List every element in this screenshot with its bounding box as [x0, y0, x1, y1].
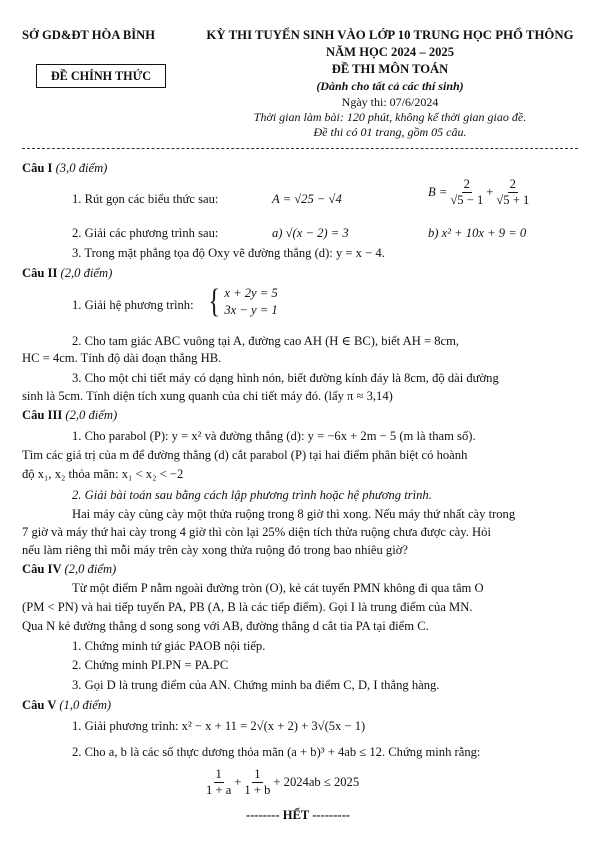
q3-item2-title: 2. Giải bài toán sau bằng cách lập phương trình hoặc hệ phương trình.: [72, 488, 432, 502]
question-1-points: (3,0 điểm): [55, 161, 108, 175]
q1-b-frac2-num: 2: [509, 177, 516, 191]
brace-symbol: {: [208, 283, 220, 320]
q1-b-prefix: B =: [428, 184, 448, 199]
official-label-box: [36, 64, 166, 88]
question-2-heading: [22, 266, 112, 281]
q5-frac1-num: 1: [215, 767, 222, 781]
q3-item1-line3: độ x₁, x₂ thỏa mãn: x₁ < x₂ < −2: [22, 467, 184, 481]
q5-plus: +: [234, 774, 242, 789]
audience-note: (Dành cho tất cả các thí sinh): [316, 79, 464, 93]
q5-fraction-1: [206, 768, 231, 796]
q2-item1: 1. Giải hệ phương trình:: [72, 298, 194, 312]
q1-item3: 3. Trong mặt phẳng tọa độ Oxy vẽ đường thẳng (d): y = x − 4.: [72, 246, 385, 260]
q4-intro-line2: (PM < PN) và hai tiếp tuyến PA, PB (A, B là các tiếp điểm). Gọi I là trung điểm của MN.: [22, 600, 473, 614]
q3-item1-line1: 1. Cho parabol (P): y = x² và đường thẳng (d): y = −6x + 2m − 5 (m là tham số).: [72, 429, 476, 443]
question-5-points: (1,0 điểm): [59, 698, 112, 712]
q2-item2-line1: 2. Cho tam giác ABC vuông tại A, đường cao AH (H ∈ BC), biết AH = 8cm,: [72, 334, 460, 348]
q2-item3-line1: 3. Cho một chi tiết máy có dạng hình nón, biết đường kính đáy là 8cm, độ dài đường: [72, 371, 499, 385]
q5-frac1-den: 1 + a: [206, 782, 232, 797]
question-3-points: (2,0 điểm): [65, 408, 118, 422]
q3-item1-line2: Tìm các giá trị của m để đường thẳng (d) cắt parabol (P) tại hai điểm phân biệt có hoành: [22, 448, 468, 462]
official-label: ĐỀ CHÍNH THỨC: [50, 68, 152, 83]
school-year: NĂM HỌC 2024 – 2025: [325, 45, 455, 59]
q2-item3-line2: sinh là 5cm. Tính diện tích xung quanh của chi tiết máy đó. (lấy π ≈ 3,14): [22, 389, 393, 403]
q5-fraction-2: [244, 768, 270, 796]
exam-title: KỲ THI TUYỂN SINH VÀO LỚP 10 TRUNG HỌC PHỔ THÔNG: [206, 28, 574, 42]
q1-item1-expression-a: A = √25 − √4: [272, 192, 342, 206]
q3-item2-line2: 7 giờ và máy thứ hai cày trong 4 giờ thì còn lại 25% diện tích thửa ruộng chưa được cày. Hỏi: [22, 525, 491, 539]
q4-item2: 2. Chứng minh PI.PN = PA.PC: [72, 658, 229, 672]
q2-equation-system: [206, 285, 278, 319]
q3-item2-line3: nếu làm riêng thì mỗi máy trên cày xong thửa ruộng đó trong bao nhiêu giờ?: [22, 543, 408, 557]
q1-b-fraction-1: [450, 178, 483, 206]
q2-equation-2: 3x − y = 1: [224, 303, 278, 317]
q1-b-fraction-2: [496, 178, 529, 206]
question-1-heading: [22, 161, 107, 176]
q1-b-frac2-den: √5 + 1: [496, 192, 530, 207]
q4-item1: 1. Chứng minh tứ giác PAOB nội tiếp.: [72, 639, 266, 653]
q5-frac2-den: 1 + b: [244, 782, 271, 797]
time-note: Thời gian làm bài: 120 phút, không kể thời gian giao đề.: [253, 110, 527, 124]
q4-intro-line1: Từ một điểm P nằm ngoài đường tròn (O), kẻ cát tuyến PMN không đi qua tâm O: [72, 581, 484, 595]
end-marker: -------- HẾT ---------: [246, 808, 350, 822]
question-4-heading: [22, 562, 116, 577]
q1-item1: 1. Rút gọn các biểu thức sau:: [72, 192, 219, 206]
question-5-heading: [22, 698, 111, 713]
question-5-title: Câu V: [22, 698, 57, 712]
q1-item1-expression-b: [428, 178, 529, 206]
q5-inequality-tail: + 2024ab ≤ 2025: [273, 774, 360, 789]
question-3-title: Câu III: [22, 408, 63, 422]
subject-title: ĐỀ THI MÔN TOÁN: [331, 62, 449, 76]
pages-note: Đề thi có 01 trang, gồm 05 câu.: [313, 125, 467, 139]
q1-b-frac1-den: √5 − 1: [450, 192, 484, 207]
q5-item2: 2. Cho a, b là các số thực dương thỏa mãn (a + b)³ + 4ab ≤ 12. Chứng minh rằng:: [72, 745, 481, 759]
q1-item2-b: b) x² + 10x + 9 = 0: [428, 226, 527, 240]
q2-equation-1: x + 2y = 5: [224, 286, 278, 300]
q1-item2: 2. Giải các phương trình sau:: [72, 226, 219, 240]
q5-item1: 1. Giải phương trình: x² − x + 11 = 2√(x + 2) + 3√(5x − 1): [72, 719, 366, 733]
q5-frac2-num: 1: [254, 767, 261, 781]
q3-item2-line1: Hai máy cày cùng cày một thửa ruộng trong 8 giờ thì xong. Nếu máy thứ nhất cày trong: [72, 507, 516, 521]
q5-inequality: [206, 768, 359, 796]
department-name: SỞ GD&ĐT HÒA BÌNH: [22, 28, 156, 42]
q2-item2-line2: HC = 4cm. Tính độ dài đoạn thẳng HB.: [22, 351, 222, 365]
question-4-points: (2,0 điểm): [64, 562, 117, 576]
question-2-title: Câu II: [22, 266, 58, 280]
q4-item3: 3. Gọi D là trung điểm của AN. Chứng minh ba điểm C, D, I thẳng hàng.: [72, 678, 440, 692]
question-1-title: Câu I: [22, 161, 53, 175]
q1-b-frac1-num: 2: [463, 177, 470, 191]
q1-item2-a: a) √(x − 2) = 3: [272, 226, 349, 240]
question-2-points: (2,0 điểm): [60, 266, 113, 280]
q1-b-plus: +: [486, 184, 494, 199]
header-divider: [22, 148, 578, 149]
question-4-title: Câu IV: [22, 562, 62, 576]
q4-intro-line3: Qua N kẻ đường thẳng d song song với AB, đường thẳng d cắt tia PA tại điểm C.: [22, 619, 429, 633]
exam-date: Ngày thi: 07/6/2024: [341, 95, 439, 109]
question-3-heading: [22, 408, 117, 423]
